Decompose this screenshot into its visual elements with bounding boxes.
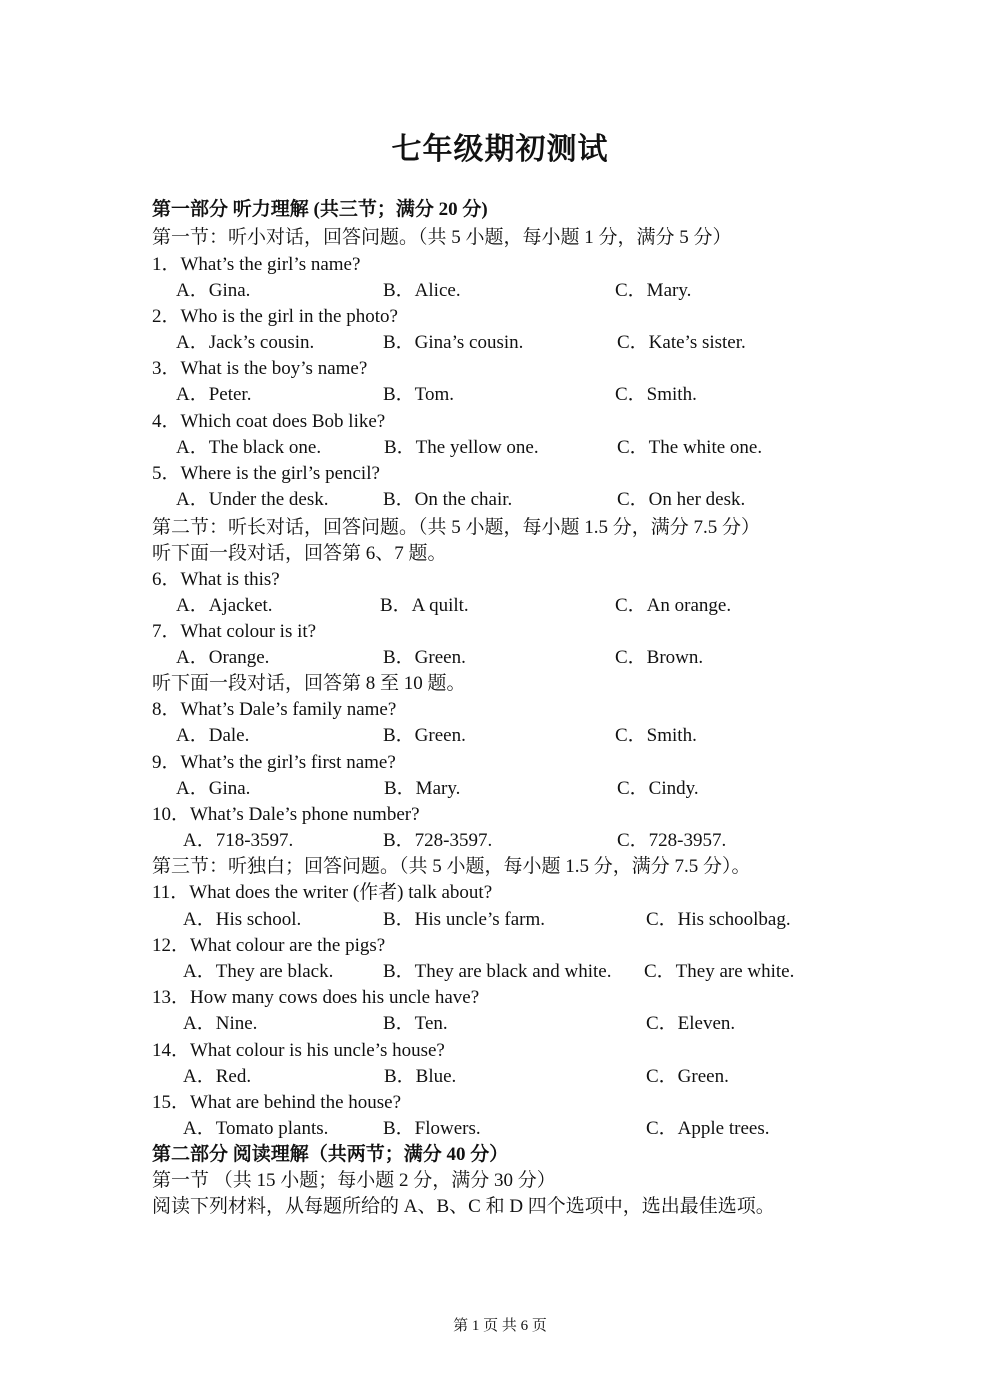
question-5: 5．Where is the girl’s pencil? bbox=[152, 463, 380, 484]
q13-option-c: C．Eleven. bbox=[646, 1013, 736, 1034]
q7-option-a: A．Orange. bbox=[176, 647, 270, 668]
q2-option-b: B．Gina’s cousin. bbox=[383, 332, 524, 353]
q3-option-c: C．Smith. bbox=[615, 384, 697, 405]
question-13: 13．How many cows does his uncle have? bbox=[152, 987, 480, 1008]
q14-option-b: B．Blue. bbox=[384, 1066, 457, 1087]
page-title: 七年级期初测试 bbox=[391, 133, 609, 166]
page-footer: 第 1 页 共 6 页 bbox=[453, 1318, 547, 1334]
q9-option-c: C．Cindy. bbox=[617, 778, 699, 799]
q10-option-b: B．728-3597. bbox=[383, 830, 493, 851]
question-8: 8．What’s Dale’s family name? bbox=[152, 699, 397, 720]
question-7: 7．What colour is it? bbox=[152, 621, 317, 642]
q3-option-a: A．Peter. bbox=[176, 384, 252, 405]
q6-option-b: B．A quilt. bbox=[380, 595, 469, 616]
q9-option-a: A．Gina. bbox=[176, 778, 251, 799]
q1-option-b: B．Alice. bbox=[383, 280, 461, 301]
section2-heading: 第二节：听长对话，回答问题。（共 5 小题，每小题 1.5 分，满分 7.5 分） bbox=[152, 517, 761, 538]
q6-option-a: A．Ajacket. bbox=[176, 595, 273, 616]
q3-option-b: B．Tom. bbox=[383, 384, 454, 405]
q13-option-b: B．Ten. bbox=[383, 1013, 448, 1034]
q1-option-a: A．Gina. bbox=[176, 280, 251, 301]
q2-option-c: C．Kate’s sister. bbox=[617, 332, 746, 353]
q10-option-a: A．718-3597. bbox=[183, 830, 294, 851]
q13-option-a: A．Nine. bbox=[183, 1013, 258, 1034]
q14-option-a: A．Red. bbox=[183, 1066, 252, 1087]
section1-heading: 第一节：听小对话，回答问题。（共 5 小题，每小题 1 分，满分 5 分） bbox=[152, 227, 732, 248]
q7-option-b: B．Green. bbox=[383, 647, 466, 668]
reading-instruction: 阅读下列材料，从每题所给的 A、B、C 和 D 四个选项中，选出最佳选项。 bbox=[152, 1196, 775, 1217]
q15-option-a: A．Tomato plants. bbox=[183, 1118, 329, 1139]
q12-option-c: C．They are white. bbox=[644, 961, 795, 982]
question-12: 12．What colour are the pigs? bbox=[152, 935, 386, 956]
instruction-q8-10: 听下面一段对话，回答第 8 至 10 题。 bbox=[152, 673, 466, 694]
q4-option-a: A．The black one. bbox=[176, 437, 322, 458]
question-2: 2．Who is the girl in the photo? bbox=[152, 306, 398, 327]
q8-option-a: A．Dale. bbox=[176, 725, 250, 746]
q11-option-b: B．His uncle’s farm. bbox=[383, 909, 546, 930]
part2-heading: 第二部分 阅读理解（共两节；满分 40 分） bbox=[152, 1144, 509, 1165]
q15-option-c: C．Apple trees. bbox=[646, 1118, 770, 1139]
q11-option-c: C．His schoolbag. bbox=[646, 909, 791, 930]
q8-option-c: C．Smith. bbox=[615, 725, 697, 746]
q9-option-b: B．Mary. bbox=[384, 778, 461, 799]
q10-option-c: C．728-3957. bbox=[617, 830, 727, 851]
q8-option-b: B．Green. bbox=[383, 725, 466, 746]
part1-heading: 第一部分 听力理解 (共三节；满分 20 分) bbox=[152, 199, 488, 220]
question-6: 6．What is this? bbox=[152, 569, 280, 590]
question-11: 11．What does the writer (作者) talk about? bbox=[152, 882, 493, 903]
q5-option-c: C．On her desk. bbox=[617, 489, 746, 510]
section3-heading: 第三节：听独白；回答问题。（共 5 小题，每小题 1.5 分，满分 7.5 分）。 bbox=[152, 856, 751, 877]
instruction-q6-7: 听下面一段对话，回答第 6、7 题。 bbox=[152, 543, 447, 564]
question-10: 10．What’s Dale’s phone number? bbox=[152, 804, 420, 825]
reading-section1-heading: 第一节 （共 15 小题；每小题 2 分，满分 30 分） bbox=[152, 1170, 556, 1191]
q7-option-c: C．Brown. bbox=[615, 647, 704, 668]
q14-option-c: C．Green. bbox=[646, 1066, 729, 1087]
q5-option-a: A．Under the desk. bbox=[176, 489, 329, 510]
question-4: 4．Which coat does Bob like? bbox=[152, 411, 386, 432]
question-9: 9．What’s the girl’s first name? bbox=[152, 752, 396, 773]
question-3: 3．What is the boy’s name? bbox=[152, 358, 368, 379]
question-14: 14．What colour is his uncle’s house? bbox=[152, 1040, 445, 1061]
q4-option-b: B．The yellow one. bbox=[384, 437, 539, 458]
q12-option-b: B．They are black and white. bbox=[383, 961, 612, 982]
q6-option-c: C．An orange. bbox=[615, 595, 732, 616]
q11-option-a: A．His school. bbox=[183, 909, 302, 930]
q15-option-b: B．Flowers. bbox=[383, 1118, 481, 1139]
q5-option-b: B．On the chair. bbox=[383, 489, 513, 510]
question-1: 1．What’s the girl’s name? bbox=[152, 254, 361, 275]
q12-option-a: A．They are black. bbox=[183, 961, 334, 982]
question-15: 15．What are behind the house? bbox=[152, 1092, 402, 1113]
q2-option-a: A．Jack’s cousin. bbox=[176, 332, 315, 353]
q1-option-c: C．Mary. bbox=[615, 280, 692, 301]
q4-option-c: C．The white one. bbox=[617, 437, 763, 458]
